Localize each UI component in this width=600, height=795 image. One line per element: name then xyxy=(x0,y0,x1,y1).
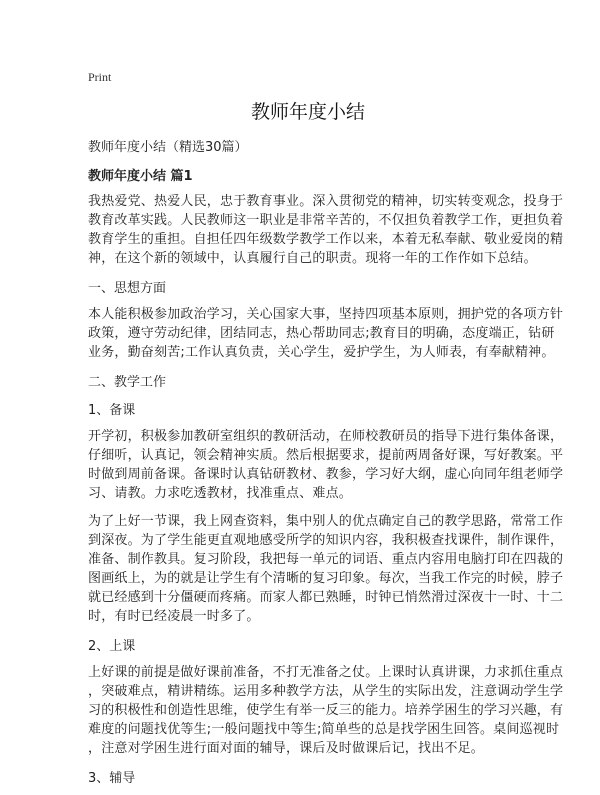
section-heading: 3、辅导 xyxy=(88,771,136,786)
paragraph-line: 开学初，积极参加教研室组织的教研活动，在师校教研员的指导下进行集体备课， xyxy=(88,429,564,444)
section-heading: 1、备课 xyxy=(88,403,136,418)
paragraph-line: 难度的问题找优等生;一般问题找中等生;简单些的总是找学困生回答。桌间巡视时 xyxy=(88,722,560,737)
paragraph-line: 习的积极性和创造性思维，使学生有举一反三的能力。培养学困生的学习兴趣，有 xyxy=(88,703,564,718)
paragraph-line: 准备、制作教具。复习阶段，我把每一单元的词语、重点内容用电脑打印在四裁的 xyxy=(88,552,564,567)
paragraph-line: 习、请教。力求吃透教材，找准重点、难点。 xyxy=(88,486,353,501)
paragraph-line: 时，有时已经凌晨一时多了。 xyxy=(88,609,260,624)
paragraph-line: 我热爱党、热爱人民，忠于教育事业。深入贯彻党的精神，切实转变观念，投身于 xyxy=(88,194,564,209)
paragraph-line: 就已经感到十分僵硬而疼痛。而家人都已熟睡，时钟已悄然滑过深夜十一时、十二 xyxy=(88,590,564,605)
article-heading: 教师年度小结 篇1 xyxy=(88,169,193,184)
section-heading: 2、上课 xyxy=(88,639,136,654)
paragraph-line: 图画纸上，为的就是让学生有个清晰的复习印象。每次，当我工作完的时候，脖子 xyxy=(88,571,564,586)
paragraph-line: 为了上好一节课，我上网查资料，集中别人的优点确定自己的教学思路，常常工作 xyxy=(88,514,564,529)
paragraph-line: 业务，勤奋刻苦;工作认真负责，关心学生，爱护学生，为人师表，有奉献精神。 xyxy=(88,345,555,360)
paragraph xyxy=(88,192,564,268)
article-body xyxy=(88,192,564,786)
paragraph xyxy=(88,305,564,362)
paragraph-line: 教育改革实践。人民教师这一职业是非常辛苦的，不仅担负着教学工作，更担负着 xyxy=(88,213,564,228)
paragraph-line: 教育学生的重担。自担任四年级数学教学工作以来，本着无私奉献、敬业爱岗的精 xyxy=(88,232,564,247)
page-title: 教师年度小结 xyxy=(250,101,365,123)
paragraph-line: 本人能积极参加政治学习，关心国家大事，坚持四项基本原则，拥护党的各项方针 xyxy=(88,307,564,322)
document-page xyxy=(88,70,564,795)
paragraph-line: 时做到周前备课。备课时认真钻研教材、教参，学习好大纲，虚心向同年组老师学 xyxy=(88,467,564,482)
paragraph-line: ，注意对学困生进行面对面的辅导，课后及时做课后记，找出不足。 xyxy=(88,741,485,756)
paragraph xyxy=(88,663,564,758)
section-heading: 一、思想方面 xyxy=(88,281,167,296)
paragraph xyxy=(88,427,564,503)
paragraph xyxy=(88,512,564,626)
subtitle: 教师年度小结（精选30篇） xyxy=(88,140,248,155)
print-label: Print xyxy=(88,70,112,84)
paragraph-line: 到深夜。为了学生能更直观地感受所学的知识内容，我积极查找课件，制作课件， xyxy=(88,533,564,548)
paragraph-line: 仔细听，认真记，领会精神实质。然后根据要求，提前两周备好课，写好教案。平 xyxy=(88,448,564,463)
paragraph-line: 政策，遵守劳动纪律，团结同志，热心帮助同志;教育目的明确，态度端正，钻研 xyxy=(88,326,555,341)
paragraph-line: 上好课的前提是做好课前准备，不打无准备之仗。上课时认真讲课，力求抓住重点 xyxy=(88,665,564,680)
paragraph-line: ，突破难点，精讲精练。运用多种教学方法，从学生的实际出发，注意调动学生学 xyxy=(88,684,564,699)
section-heading: 二、教学工作 xyxy=(88,375,167,390)
paragraph-line: 神，在这个新的领域中，认真履行自己的职责。现将一年的工作作如下总结。 xyxy=(88,251,537,266)
